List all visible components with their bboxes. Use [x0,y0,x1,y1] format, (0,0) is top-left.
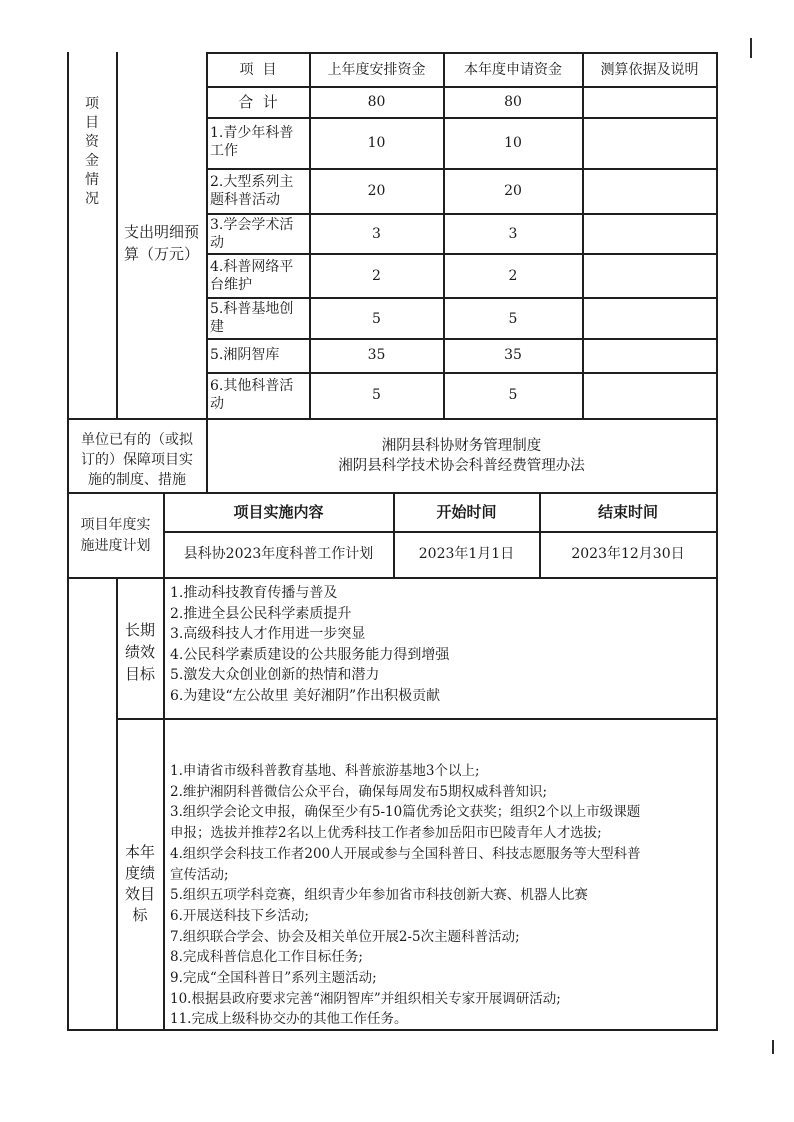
table-border-right [716,52,718,1030]
annual-goal-line: 2.维护湘阴科普微信公众平台，确保每周发布5期权威科普知识; [170,783,548,800]
grid-line [206,213,718,215]
row-item-current: 5 [508,387,518,403]
grid-line [163,577,165,1030]
row-item-label-line-1: 3.学会学术活 [210,217,294,233]
row-item-label-line-1: 5.科普基地创 [210,301,294,317]
long-term-goal: 2.推进全县公民科学素质提升 [170,605,352,622]
header-last-year: 上年度安排资金 [327,62,426,78]
grid-line [582,52,584,419]
row-item-label [210,124,293,160]
row-item-label [210,258,293,294]
annual-label [117,842,163,926]
budget-label-line-1: 支出明细预 [123,223,199,241]
row-item-last: 35 [367,347,386,363]
row-total-last: 80 [367,94,386,110]
row-item-label [210,173,293,209]
schedule-label [68,515,163,557]
row-item-label-line-1: 1.青少年科普 [210,125,294,141]
row-item-label-line-1: 4.科普网络平 [210,259,294,275]
row-item-current: 20 [504,183,522,199]
header-item: 项 目 [239,62,277,78]
long-term-goal: 4.公民科学素质建设的公共服务能力得到增强 [170,646,450,663]
row-item-last: 5 [372,311,381,327]
long-term-goal: 6.为建设“左公故里 美好湘阴”作出积极贡献 [170,687,441,704]
row-item-label-line-2: 动 [210,235,224,251]
row-item-label-line-2: 题科普活动 [210,192,280,208]
section-label-funds: 项目资金情况 [85,96,99,207]
annual-goal-line: 4.组织学会科技工作者200人开展或参与全国科普日、科技志愿服务等大型科普 [170,845,641,862]
row-item-current: 10 [504,135,522,151]
grid-line [206,372,718,374]
schedule-label-line-2: 施进度计划 [80,538,151,554]
grid-line [206,117,718,119]
header-basis: 测算依据及说明 [600,62,699,78]
grid-line [206,52,718,54]
guarantee-label [68,430,206,490]
row-item-current: 5 [508,311,518,327]
annual-label-line: 效目 [124,885,155,903]
row-item-label-line-2: 动 [210,396,224,412]
row-item-last: 10 [367,135,386,151]
grid-line [206,338,718,340]
row-item-label-line-2: 工作 [210,143,238,159]
long-term-label-line: 长期 [124,621,155,639]
annual-goal-line: 9.完成“全国科普日”系列主题活动; [170,970,377,987]
long-term-label-line: 目标 [124,665,155,683]
guarantee-measures [207,436,716,476]
row-item-current: 3 [508,226,518,242]
annual-goal-line: 宣传活动; [170,866,229,883]
row-item-last: 2 [372,268,381,284]
row-item-label-line-1: 2.大型系列主 [210,174,294,190]
grid-line [67,418,718,420]
annual-goal-line: 1.申请省市级科普教育基地、科普旅游基地3个以上; [170,763,480,779]
grid-line [206,253,718,255]
row-item-last: 3 [372,226,381,242]
grid-line [206,297,718,299]
schedule-start: 2023年1月1日 [418,546,515,562]
annual-goal-line: 11.完成上级科协交办的其他工作任务。 [170,1011,408,1028]
long-term-goal: 3.高级科技人才作用进一步突显 [170,626,366,642]
annual-goals [170,761,641,1030]
scan-mark [772,1040,774,1054]
grid-line [206,86,718,88]
row-item-label-line-2: 台维护 [210,277,252,293]
budget-label-line-2: 算（万元） [123,245,199,263]
row-item-label-line-2: 建 [210,319,224,335]
schedule-col-end: 结束时间 [597,503,658,521]
grid-line [116,718,718,720]
row-item-label-line-1: 6.其他科普活 [210,378,294,394]
long-term-goal: 1.推动科技教育传播与普及 [170,585,338,601]
row-total-label: 合 计 [238,93,278,111]
row-item-label [210,216,293,252]
row-item-current: 2 [508,268,518,284]
row-item-label [210,377,293,413]
annual-goal-line: 申报；选拔并推荐2名以上优秀科技工作者参加岳阳市巴陵青年人才选拔; [170,825,602,842]
row-item-current: 35 [504,347,522,363]
budget-label [117,221,206,265]
guarantee-label-line-3: 施的制度、措施 [88,472,186,488]
grid-line [206,168,718,170]
row-item-label: 5.湘阴智库 [210,347,280,363]
row-item-last: 5 [372,387,381,403]
schedule-end: 2023年12月30日 [571,546,685,562]
guarantee-measure: 湘阴县科协财务管理制度 [381,438,542,454]
annual-goal-line: 10.根据县政府要求完善“湘阴智库”并组织相关专家开展调研活动; [170,990,561,1007]
annual-goal-line: 6.开展送科技下乡活动; [170,907,309,924]
schedule-label-line-1: 项目年度实 [80,517,151,533]
row-total-current: 80 [504,94,522,110]
schedule-col-start: 开始时间 [436,503,497,521]
row-item-last: 20 [367,183,386,199]
scan-mark [750,38,752,58]
annual-label-line: 度绩 [124,864,155,882]
guarantee-label-line-1: 单位已有的（或拟 [81,432,193,448]
annual-goal-line: 5.组织五项学科竞赛，组织青少年参加省市科技创新大赛、机器人比赛 [170,887,588,904]
schedule-content: 县科协2023年度科普工作计划 [183,546,374,562]
long-term-label [117,619,163,685]
grid-line [163,531,718,533]
long-term-label-line: 绩效 [124,643,155,661]
annual-goal-line: 7.组织联合学会、协会及相关单位开展2-5次主题科普活动; [170,928,520,945]
grid-line [67,577,718,579]
guarantee-label-line-2: 订的）保障项目实 [81,452,193,468]
annual-label-line: 标 [132,906,148,924]
header-this-year: 本年度申请资金 [464,62,562,78]
annual-goal-line: 3.组织学会论文申报，确保至少有5-10篇优秀论文获奖；组织2个以上市级课题 [170,804,641,821]
long-term-goals [170,583,449,706]
long-term-goal: 5.激发大众创业创新的热情和潜力 [170,667,380,683]
annual-label-line: 本年 [124,843,155,861]
schedule-col-content: 项目实施内容 [233,503,324,521]
row-item-label [210,300,293,336]
guarantee-measure: 湘阴县科学技术协会科普经费管理办法 [338,458,585,474]
annual-goal-line: 8.完成科普信息化工作目标任务; [170,949,363,966]
